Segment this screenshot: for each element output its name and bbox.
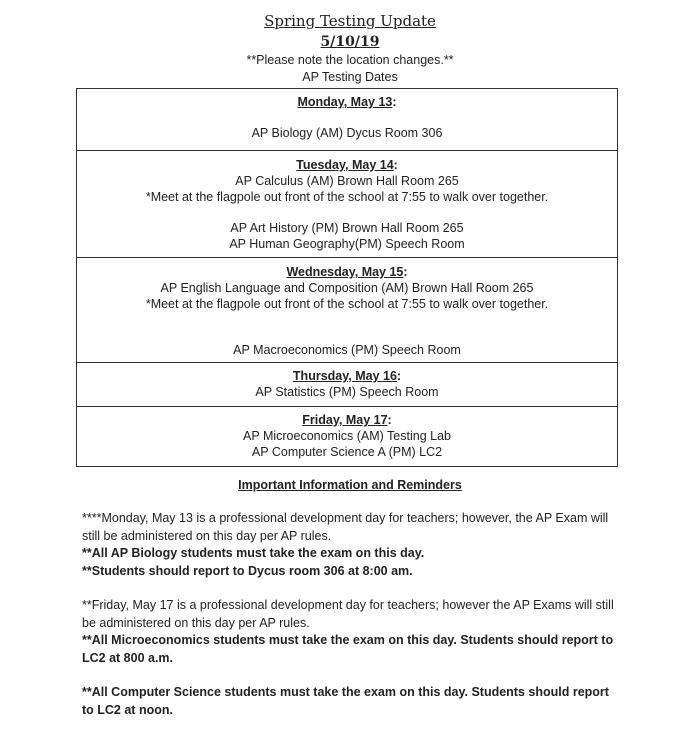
- exam-entry: AP Computer Science A (PM) LC2: [251, 445, 443, 459]
- meeting-note: *Meet at the flagpole out front of the school at 7:55 to walk over together.: [145, 190, 549, 204]
- exam-entry: AP Macroeconomics (PM) Speech Room: [233, 343, 461, 357]
- day-label: Monday, May 13: [297, 95, 393, 109]
- schedule-cell-tuesday: [77, 151, 618, 258]
- schedule-row-friday: [77, 407, 618, 467]
- schedule-cell-wednesday: [77, 258, 618, 363]
- day-label: Wednesday, May 15: [286, 265, 404, 279]
- exam-entry: AP English Language and Composition (AM) Brown Hall Room 265: [160, 281, 534, 295]
- update-date: 5/10/19: [320, 34, 380, 50]
- testing-schedule-table: [76, 88, 618, 467]
- day-header: Wednesday, May 15:: [286, 265, 408, 279]
- exam-entry: AP Art History (PM) Brown Hall Room 265: [230, 221, 464, 235]
- meeting-note: *Meet at the flagpole out front of the school at 7:55 to walk over together.: [145, 297, 549, 311]
- day-header: Thursday, May 16:: [292, 369, 402, 383]
- day-header: Friday, May 17:: [302, 413, 392, 427]
- exam-entry: AP Human Geography(PM) Speech Room: [229, 237, 465, 251]
- reminders-title: Important Information and Reminders: [238, 478, 462, 492]
- friday-computer-science-requirement: **All Computer Science students must take the exam on this day. Students should report to LC2 at noon.: [82, 685, 609, 717]
- exam-entry: AP Biology (AM) Dycus Room 306: [251, 126, 443, 140]
- day-label: Friday, May 17: [302, 413, 388, 427]
- schedule-row-tuesday: [77, 151, 618, 258]
- reminders-section: [82, 510, 622, 719]
- day-header: Tuesday, May 14:: [296, 158, 398, 172]
- schedule-cell-thursday: [77, 363, 618, 407]
- schedule-subtitle: AP Testing Dates: [302, 70, 398, 84]
- friday-note: **Friday, May 17 is a professional development day for teachers; however the AP Exams will still be administered on this day per AP rules.: [82, 598, 614, 630]
- exam-entry: AP Microeconomics (AM) Testing Lab: [243, 429, 451, 443]
- schedule-cell-monday: [77, 89, 618, 151]
- schedule-row-wednesday: [77, 258, 618, 363]
- schedule-row-monday: [77, 89, 618, 151]
- exam-entry: AP Statistics (PM) Speech Room: [255, 385, 439, 399]
- day-header: Monday, May 13:: [297, 95, 397, 109]
- schedule-row-thursday: [77, 363, 618, 407]
- exam-entry: AP Calculus (AM) Brown Hall Room 265: [235, 174, 459, 188]
- page-title: Spring Testing Update: [264, 12, 436, 30]
- schedule-cell-friday: [77, 407, 618, 467]
- monday-note: ****Monday, May 13 is a professional development day for teachers; however, the AP Exam will still be administered on this day per AP rules.: [82, 511, 609, 543]
- monday-requirement: **All AP Biology students must take the exam on this day.: [82, 546, 425, 560]
- monday-report-location: **Students should report to Dycus room 306 at 8:00 am.: [82, 563, 413, 578]
- day-label: Tuesday, May 14: [296, 158, 394, 172]
- friday-microeconomics-requirement: **All Microeconomics students must take the exam on this day. Students should report to LC2 at 800 a.m.: [82, 633, 614, 665]
- location-note: **Please note the location changes.**: [246, 53, 454, 67]
- day-label: Thursday, May 16: [292, 369, 397, 383]
